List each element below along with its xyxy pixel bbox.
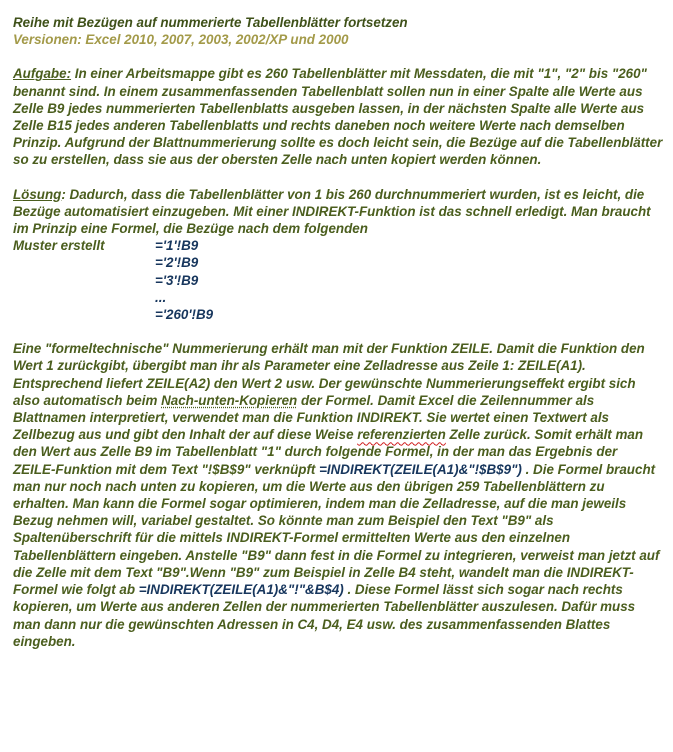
explanation-paragraph [13,340,663,650]
formula-sheet-3: ='3'!B9 [155,272,199,288]
indirekt-formula-2: =INDIREKT(ZEILE(A1)&"!"&B$4) [138,582,344,598]
explanation-part-1: Eine "formeltechnische" Nummerierung erhält man mit der Funktion ZEILE. Damit die Funktion den Wert 1 zurückgibt, übergibt man ihr als Parameter eine Zelladresse aus Zeile 1: ZEILE(A1). Entsprechend liefert ZEILE(A2) den Wert 2 usw. Der gewünschte Nummerierungseffekt ergibt sich also automatisch beim [13,341,645,408]
explanation-part-5: . Diese Formel lässt sich sogar nach rechts kopieren, um Werte aus anderen Zellen der nummerierten Tabellenblätter auszulesen. Dafür muss man dann nur die gewünschten Adressen in C4, D4, E4 usw. des zusammenfassenden Blattes eingeben. [13,582,636,649]
formula-sheet-260: ='260'!B9 [155,307,214,323]
versions-line: Versionen: Excel 2010, 2007, 2003, 2002/XP und 2000 [13,32,349,48]
aufgabe-text: In einer Arbeitsmappe gibt es 260 Tabellenblätter mit Messdaten, die mit "1", "2" bis "260" benannt sind. In einem zusammenfassenden Tabellenblatt sollen nun in einer Spalte alle Werte aus Zelle B9 jedes nummerierten Tabellenblatts ausgeben lassen, in der nächsten Spalte alle Werte aus Zelle B15 jedes anderen Tabellenblatts und rechts daneben noch weitere Werte nach demselben Prinzip. Aufgrund der Blattnummerierung sollte es doch leicht sein, die Bezüge auf die Tabellenblätter so zu erstellen, dass sie aus der obersten Zelle nach unten kopiert werden können. [13,66,663,168]
document-title: Reihe mit Bezügen auf nummerierte Tabellenblätter fortsetzen [13,15,408,30]
aufgabe-paragraph [13,65,663,168]
loesung-label: Lösung [13,186,62,202]
formula-ellipsis: ... [155,289,167,305]
loesung-paragraph [13,186,663,238]
referenzierten-text: referenzierten [357,427,446,443]
formula-sheet-2: ='2'!B9 [155,255,199,271]
loesung-text: : Dadurch, dass die Tabellenblätter von 1 bis 260 durchnummeriert wurden, ist es leicht, die Bezüge automatisiert einzugeben. Mit einer INDIREKT-Funktion ist das schnell erledigt. Man braucht im Prinzip eine Formel, die Bezüge nach dem folgenden [13,186,651,237]
explanation-part-4: . Die Formel braucht man nur noch nach unten zu kopieren, um die Werte aus den übrigen 259 Tabellenblättern zu erhalten. Man kann die Formel sogar optimieren, indem man die Zelladresse, auf die man jeweils Bezug nehmen will, variabel gestaltet. So könnte man zum Beispiel den Text "B9" als Spaltenüberschrift für die mittels INDIREKT-Formel ermittelten Werte aus den einzelnen Tabellenblättern eingeben. Anstelle "B9" dann fest in die Formel zu integrieren, verweist man jetzt auf die Zelle mit dem Text "B9".Wenn "B9" zum Beispiel in Zelle B4 steht, wandelt man die INDIREKT-Formel wie folgt ab [13,461,660,598]
muster-text: Muster erstellt [13,238,105,254]
formula-sheet-1: ='1'!B9 [155,238,199,254]
indirekt-formula-1: =INDIREKT(ZEILE(A1)&"!$B$9") [319,461,522,477]
formula-list [155,254,663,323]
explanation-part-3: Zelle zurück. Somit erhält man den Wert aus Zelle B9 im Tabellenblatt "1" durch folgende Formel, in der man das Ergebnis der ZEILE-Funktion mit dem Text "!$B$9" verknüpft [13,427,644,477]
explanation-part-2: der Formel. Damit Excel die Zeilennummer als Blattnamen interpretiert, verwendet man die Funktion INDIREKT. Sie wertet einen Textwert als Zellbezug aus und gibt den Inhalt der auf diese Weise [13,392,610,443]
document-page [13,14,663,650]
aufgabe-label: Aufgabe: [13,66,72,82]
nach-unten-kopieren-text: Nach-unten-Kopieren [161,392,298,408]
muster-line [13,237,663,254]
